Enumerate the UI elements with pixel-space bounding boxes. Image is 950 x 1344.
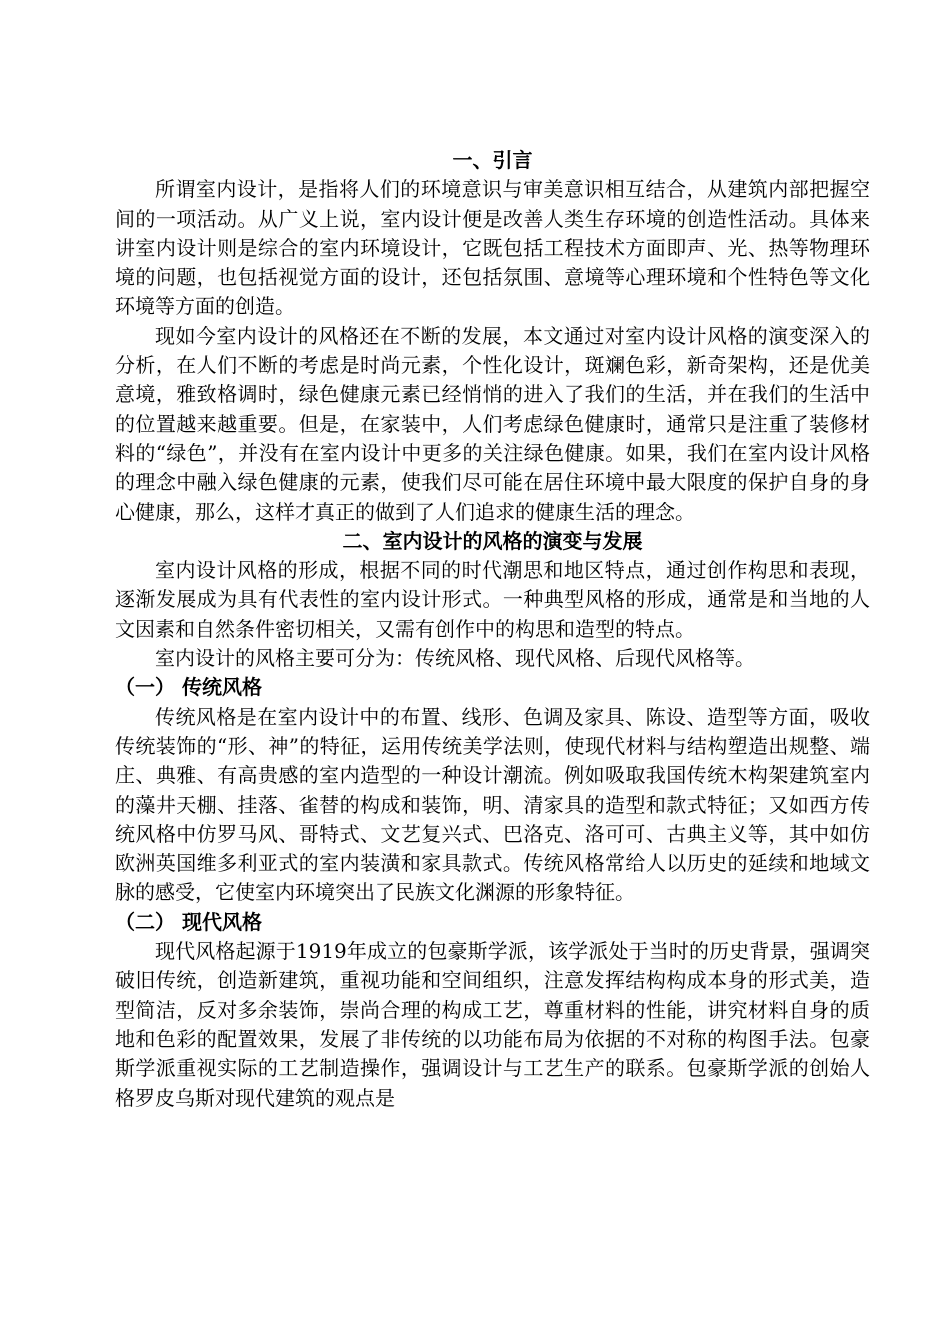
paragraph-style-categories: 室内设计的风格主要可分为：传统风格、现代风格、后现代风格等。	[155, 646, 755, 671]
paragraph-modern-style: 现代风格起源于1919年成立的包豪斯学派，该学派处于当时的历史背景，强调突破旧传统，创造新建筑，重视功能和空间组织，注意发挥结构构成本身的形式美，造型简洁，反对多余装饰，崇尚合理的构成工艺，尊重材料的性能，讲究材料自身的质地和色彩的配置效果，发展了非传统的以功能布局为依据的不对称的构图手法。包豪斯学派重视实际的工艺制造操作，强调设计与工艺生产的联系。包豪斯学派的创始人格罗皮乌斯对现代建筑的观点是	[115, 939, 870, 1110]
paragraph-intro-definition: 所谓室内设计，是指将人们的环境意识与审美意识相互结合，从建筑内部把握空间的一项活动。从广义上说，室内设计便是改善人类生存环境的创造性活动。具体来讲室内设计则是综合的室内环境设计，它既包括工程技术方面即声、光、热等物理环境的问题，也包括视觉方面的设计，还包括氛围、意境等心理环境和个性特色等文化环境等方面的创造。	[115, 177, 870, 319]
heading-style-evolution: 二、室内设计的风格的演变与发展	[342, 528, 643, 553]
document-page	[115, 146, 870, 1113]
paragraph-traditional-style: 传统风格是在室内设计中的布置、线形、色调及家具、陈设、造型等方面，吸收传统装饰的“形、神”的特征，运用传统美学法则，使现代材料与结构塑造出规整、端庄、典雅、有高贵感的室内造型的一种设计潮流。例如吸取我国传统木构架建筑室内的藻井天棚、挂落、雀替的构成和装饰，明、清家具的造型和款式特征；又如西方传统风格中仿罗马风、哥特式、文艺复兴式、巴洛克、洛可可、古典主义等，其中如仿欧洲英国维多利亚式的室内装潢和家具款式。传统风格常给人以历史的延续和地域文脉的感受，它使室内环境突出了民族文化渊源的形象特征。	[115, 704, 870, 905]
heading-introduction: 一、引言	[452, 148, 533, 172]
heading-modern-style: （二） 现代风格	[115, 909, 262, 934]
heading-traditional-style: （一） 传统风格	[115, 675, 262, 700]
paragraph-intro-green-health: 现如今室内设计的风格还在不断的发展，本文通过对室内设计风格的演变深入的分析，在人们不断的考虑是时尚元素，个性化设计，斑斓色彩，新奇架构，还是优美意境，雅致格调时，绿色健康元素已经悄悄的进入了我们的生活，并在我们的生活中的位置越来越重要。但是，在家装中，人们考虑绿色健康时，通常只是注重了装修材料的“绿色”，并没有在室内设计中更多的关注绿色健康。如果，我们在室内设计风格的理念中融入绿色健康的元素，使我们尽可能在居住环境中最大限度的保护自身的身心健康，那么，这样才真正的做到了人们追求的健康生活的理念。	[115, 323, 870, 524]
paragraph-style-formation: 室内设计风格的形成，根据不同的时代潮思和地区特点，通过创作构思和表现，逐渐发展成为具有代表性的室内设计形式。一种典型风格的形成，通常是和当地的人文因素和自然条件密切相关，又需有创作中的构思和造型的特点。	[115, 558, 870, 641]
